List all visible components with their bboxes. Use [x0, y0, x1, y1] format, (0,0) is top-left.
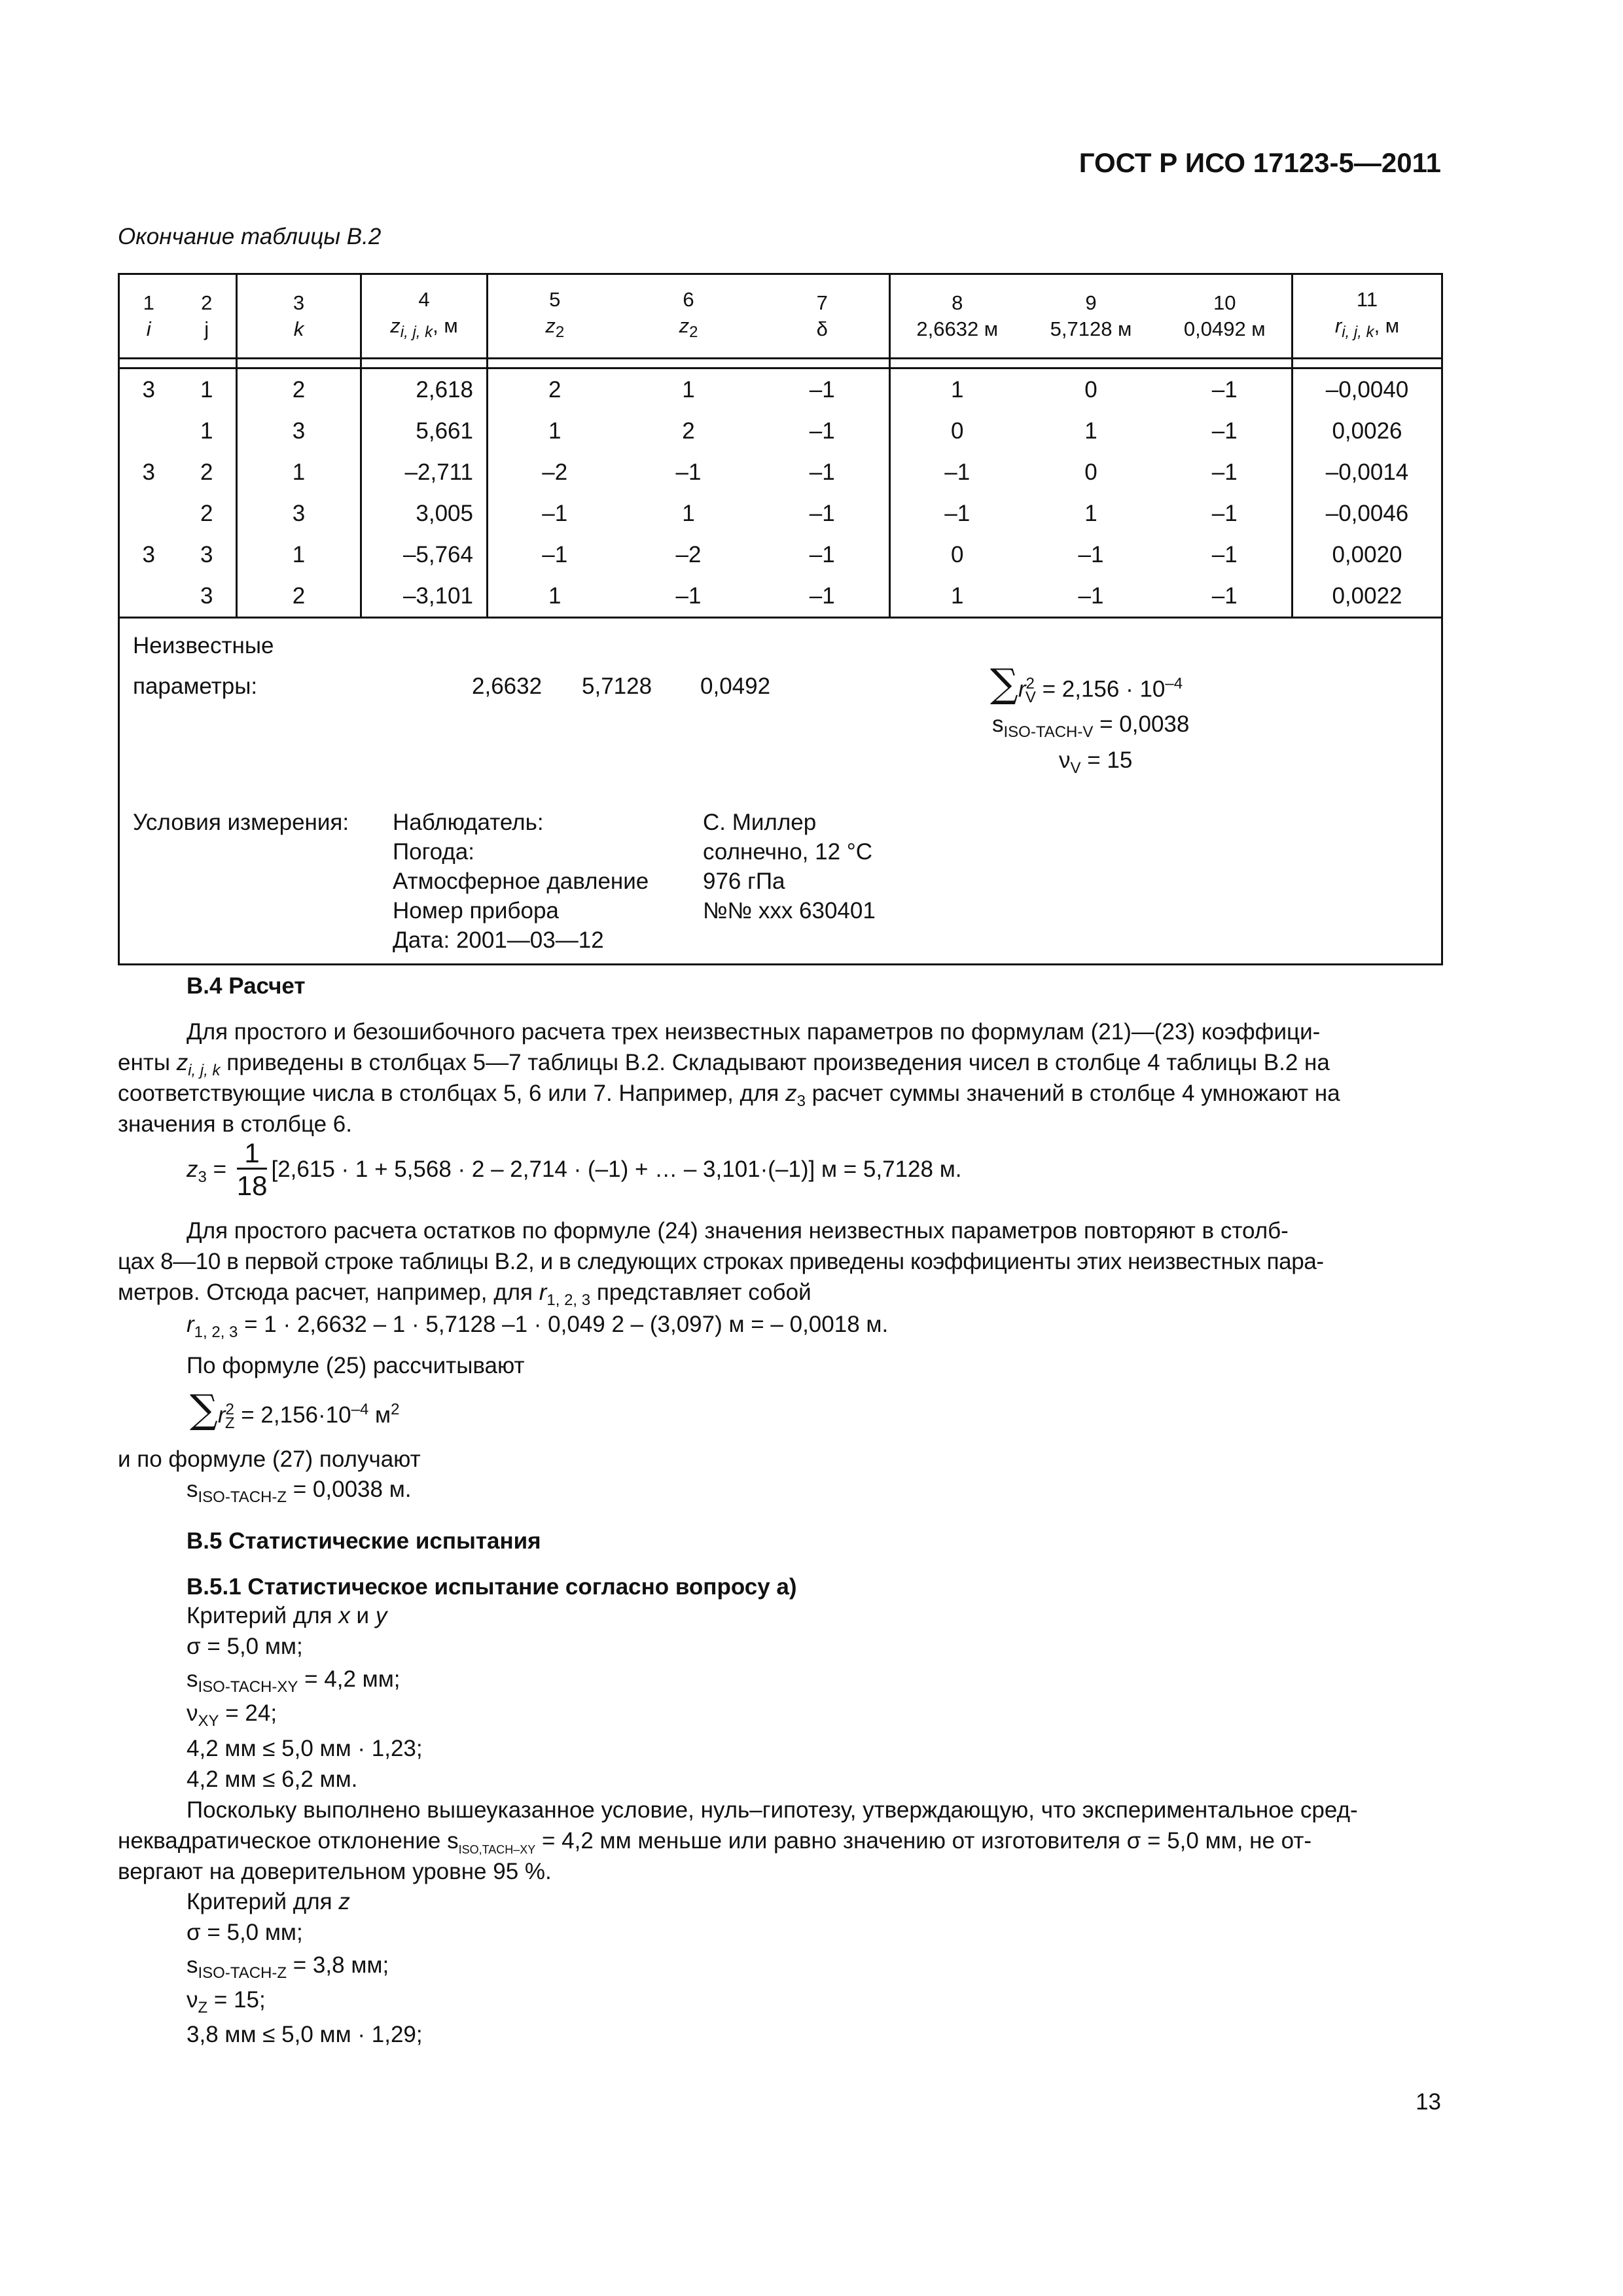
col-header-2: 2 j: [178, 274, 237, 359]
fraction: $\frac{1}{18}$: [236, 1138, 268, 1201]
col-header-1: 1 i: [119, 274, 178, 359]
paragraph-b4-2c: метров. Отсюда расчет, например, для $r_{1, 2, 3}$ представляет собой: [118, 1280, 812, 1309]
sigma-xy-line: σ = 5,0 мм;: [187, 1634, 303, 1659]
formula-r123: $r_{1, 2, 3} = 1 \cdot 2,6632 - 1 \cdot 5,7128$ –1 · 0,049 2 – (3,097) м = – 0,0018 м.: [187, 1312, 889, 1341]
s-iso-tach-v: $s_{ISO-TACH-V} = 0,0038$: [992, 711, 1190, 741]
section-b4-heading: В.4 Расчет: [187, 973, 306, 999]
paragraph-b4-1b: енты $z_{i, j, k}$ приведены в столбцах 5—7 таблицы В.2. Складывают произведения чисел в столбце 4 таблицы В.2 на: [118, 1050, 1330, 1079]
formula-sum-rz: $\sum r^2_Z = 2,156\cdot 10^{-4}$ $м^2$: [190, 1386, 400, 1433]
inequality-1: 4,2 мм ≤ 5,0 мм · 1,23;: [187, 1736, 423, 1761]
unknown-value-3: 0,0492: [700, 673, 771, 699]
section-b51-heading: В.5.1 Статистическое испытание согласно вопросу а): [187, 1574, 797, 1600]
condition-value: 976 гПа: [703, 869, 785, 894]
col-header-7: 7 δ: [756, 274, 890, 359]
table-row: 3 2 1 –2,711 –2 –1 –1 –1 0 –1 –0,0014: [119, 452, 1442, 493]
table-row: 2 3 3,005 –1 1 –1 –1 1 –1 –0,0046: [119, 493, 1442, 534]
sigma-z-line: σ = 5,0 мм;: [187, 1920, 303, 1945]
paragraph-b4-1c: соответствующие числа в столбцах 5, 6 или 7. Например, для $z_3$ расчет суммы значений в столбце 4 умножают на: [118, 1081, 1340, 1110]
sigma-icon: ∑: [190, 1386, 218, 1433]
col-header-10: 10 0,0492 м: [1158, 274, 1293, 359]
table-row: 3 3 1 –5,764 –1 –2 –1 0 –1 –1 0,0020: [119, 534, 1442, 575]
criterion-z: Критерий для z: [187, 1889, 350, 1914]
paragraph-b5-1b: неквадратическое отклонение $s_{ISO,TACH-XY} = 4,2$ мм меньше или равно значению от изготовителя σ = 5,0 мм, не от-: [118, 1828, 1312, 1856]
nu-xy-line: $\nu_{XY} = 24$;: [187, 1700, 277, 1730]
col-header-3: 3 k: [237, 274, 361, 359]
inequality-2: 4,2 мм ≤ 6,2 мм.: [187, 1767, 358, 1792]
col-header-6: 6 $z_2$: [622, 274, 756, 359]
sigma-icon: ∑: [990, 660, 1018, 707]
condition-key: Атмосферное давление: [393, 869, 649, 894]
table-caption: Окончание таблицы В.2: [118, 224, 382, 249]
condition-value: №№ xxx 630401: [703, 898, 876, 924]
col-header-8: 8 2,6632 м: [890, 274, 1024, 359]
col-header-11: 11 $r_{i, j, k}$, м: [1293, 274, 1442, 359]
condition-key: Погода:: [393, 839, 474, 865]
paragraph-b4-4: и по формуле (27) получают: [118, 1446, 421, 1472]
paragraph-b5-1c: вергают на доверительном уровне 95 %.: [118, 1859, 552, 1884]
criterion-xy: Критерий для x и y: [187, 1603, 387, 1628]
condition-value: солнечно, 12 °C: [703, 839, 873, 865]
table-header-row: [119, 274, 1442, 359]
col-header-9: 9 5,7128 м: [1024, 274, 1158, 359]
table-row: 1 3 5,661 1 2 –1 0 1 –1 0,0026: [119, 410, 1442, 452]
unknowns-label-line1: Неизвестные: [133, 633, 274, 658]
paragraph-b4-1d: значения в столбце 6.: [118, 1111, 352, 1137]
table-b2: [118, 273, 1443, 965]
formula-z3: $z_3$ = $\frac{1}{18}$ [2,615 · 1 + 5,568 · 2 – 2,714 · (–1) + … – 3,101·(–1)] м = 5,7128 м.: [187, 1138, 962, 1201]
paragraph-b4-3: По формуле (25) рассчитывают: [187, 1353, 525, 1378]
formula-s-iso-tach-z: $s_{ISO-TACH-Z} = 0,0038$ м.: [187, 1477, 412, 1506]
section-b5-heading: В.5 Статистические испытания: [187, 1528, 541, 1554]
s-iso-tach-z-line: $s_{ISO-TACH-Z} = 3,8$ мм;: [187, 1952, 389, 1982]
col-header-5: 5 $z_2$: [488, 274, 622, 359]
table-row: 3 2 –3,101 1 –1 –1 1 –1 –1 0,0022: [119, 575, 1442, 618]
page-number: 13: [1416, 2089, 1441, 2115]
condition-value: С. Миллер: [703, 810, 817, 835]
unknown-value-1: 2,6632: [472, 673, 543, 699]
paragraph-b4-2: Для простого расчета остатков по формуле (24) значения неизвестных параметров повторяют в столб-: [187, 1218, 1289, 1244]
condition-key: Номер прибора: [393, 898, 559, 924]
paragraph-b4-1: Для простого и безошибочного расчета трех неизвестных параметров по формулам (21)—(23) коэффици-: [187, 1019, 1321, 1045]
nu-v: $\nu_V = 15$: [1059, 747, 1133, 777]
nu-z-line: $\nu_Z = 15$;: [187, 1987, 266, 2017]
condition-key: Наблюдатель:: [393, 810, 544, 835]
paragraph-b5-1: Поскольку выполнено вышеуказанное условие, нуль–гипотезу, утверждающую, что экспериментальное сред-: [187, 1797, 1358, 1823]
unknown-value-2: 5,7128: [582, 673, 652, 699]
document-standard-header: ГОСТ Р ИСО 17123-5—2011: [1079, 147, 1441, 178]
conditions-label: Условия измерения:: [133, 810, 349, 835]
table-row: 3 1 2 2,618 2 1 –1 1 0 –1 –0,0040: [119, 368, 1442, 411]
unknowns-label-line2: параметры:: [133, 673, 258, 699]
paragraph-b4-2b: цах 8—10 в первой строке таблицы В.2, и в следующих строках приведены коэффициенты этих неизвестных пара-: [118, 1249, 1324, 1274]
table-footer-block: [119, 618, 1442, 965]
sum-rv-formula: $\sum r^2_V = 2,156 \cdot 10^{-4}$: [990, 660, 1183, 707]
s-iso-tach-xy-line: $s_{ISO-TACH-XY} = 4,2$ мм;: [187, 1666, 401, 1696]
inequality-z: 3,8 мм ≤ 5,0 мм · 1,29;: [187, 2022, 423, 2047]
col-header-4: 4 $z_{i, j, k}$, м: [361, 274, 488, 359]
condition-date: Дата: 2001—03—12: [393, 927, 604, 953]
